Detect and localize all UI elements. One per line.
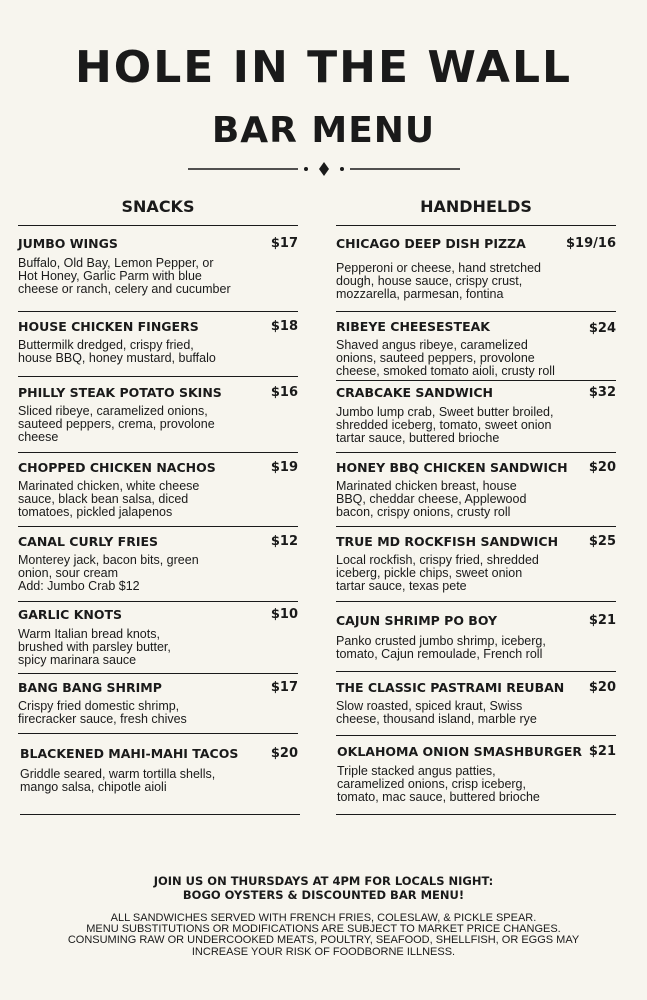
item-price: $25 bbox=[588, 534, 616, 549]
item-name: RIBEYE CHEESESTEAK bbox=[336, 319, 490, 334]
handhelds-heading: HANDHELDS bbox=[420, 197, 532, 216]
item-description: Monterey jack, bacon bits, green onion, sour cream Add: Jumbo Crab $12 bbox=[18, 553, 199, 593]
item-description: Slow roasted, spiced kraut, Swiss cheese, thousand island, marble rye bbox=[336, 699, 537, 726]
item-description: Buttermilk dredged, crispy fried, house BBQ, honey mustard, buffalo bbox=[18, 338, 216, 365]
item-price: $12 bbox=[270, 534, 298, 549]
item-price: $10 bbox=[270, 607, 298, 622]
divider bbox=[18, 225, 298, 226]
item-description: Marinated chicken, white cheese sauce, black bean salsa, diced tomatoes, pickled jalapenos bbox=[18, 479, 200, 519]
divider bbox=[336, 814, 616, 815]
item-name: BLACKENED MAHI-MAHI TACOS bbox=[20, 746, 239, 761]
item-description: Crispy fried domestic shrimp, firecracker sauce, fresh chives bbox=[18, 699, 187, 726]
item-description: Sliced ribeye, caramelized onions, sauteed peppers, crema, provolone cheese bbox=[18, 404, 215, 444]
divider bbox=[336, 452, 616, 453]
item-price: $19 bbox=[270, 460, 298, 475]
disclaimer-line: MENU SUBSTITUTIONS OR MODIFICATIONS ARE SUBJECT TO MARKET PRICE CHANGES. bbox=[86, 923, 561, 936]
item-price: $32 bbox=[588, 385, 616, 400]
item-name: JUMBO WINGS bbox=[18, 236, 118, 251]
item-description: Local rockfish, crispy fried, shredded iceberg, pickle chips, sweet onion tartar sauce, texas pete bbox=[336, 553, 539, 593]
divider bbox=[336, 225, 616, 226]
item-name: PHILLY STEAK POTATO SKINS bbox=[18, 385, 222, 400]
divider bbox=[336, 735, 616, 736]
item-name: OKLAHOMA ONION SMASHBURGER bbox=[337, 744, 582, 759]
item-price: $19/16 bbox=[566, 236, 616, 251]
divider bbox=[336, 601, 616, 602]
item-name: BANG BANG SHRIMP bbox=[18, 680, 162, 695]
disclaimer-line: CONSUMING RAW OR UNDERCOOKED MEATS, POULTRY, SEAFOOD, SHELLFISH, OR EGGS MAY bbox=[67, 934, 580, 947]
item-description: Griddle seared, warm tortilla shells, mango salsa, chipotle aioli bbox=[20, 767, 216, 794]
divider-ornament bbox=[188, 160, 460, 178]
item-description: Pepperoni or cheese, hand stretched dough, house sauce, crispy crust, mozzarella, parmesan, fontina bbox=[336, 261, 541, 301]
item-name: CANAL CURLY FRIES bbox=[18, 534, 159, 549]
divider bbox=[336, 311, 616, 312]
divider bbox=[336, 671, 616, 672]
item-price: $17 bbox=[270, 680, 298, 695]
divider bbox=[18, 733, 298, 734]
item-description: Marinated chicken breast, house BBQ, cheddar cheese, Applewood bacon, crispy onions, crusty roll bbox=[336, 479, 527, 519]
disclaimer-line: INCREASE YOUR RISK OF FOODBORNE ILLNESS. bbox=[191, 945, 456, 958]
divider bbox=[18, 601, 298, 602]
item-description: Warm Italian bread knots, brushed with parsley butter, spicy marinara sauce bbox=[18, 627, 171, 667]
item-price: $21 bbox=[588, 613, 616, 628]
item-name: THE CLASSIC PASTRAMI REUBAN bbox=[336, 680, 565, 695]
item-description: Shaved angus ribeye, caramelized onions, sauteed peppers, provolone cheese, smoked tomato aioli, crusty roll bbox=[336, 338, 555, 378]
promo-line: JOIN US ON THURSDAYS AT 4PM FOR LOCALS NIGHT: bbox=[153, 874, 494, 888]
item-price: $18 bbox=[270, 319, 298, 334]
item-name: HOUSE CHICKEN FINGERS bbox=[18, 319, 199, 334]
menu-subtitle: BAR MENU bbox=[211, 110, 436, 151]
menu-title: HOLE IN THE WALL bbox=[74, 42, 573, 93]
item-price: $20 bbox=[588, 460, 616, 475]
item-price: $16 bbox=[270, 385, 298, 400]
item-name: CAJUN SHRIMP PO BOY bbox=[336, 613, 498, 628]
item-price: $24 bbox=[588, 321, 616, 336]
snacks-heading: SNACKS bbox=[121, 197, 195, 216]
item-description: Triple stacked angus patties, caramelized onions, crisp iceberg, tomato, mac sauce, buttered brioche bbox=[337, 764, 540, 804]
item-description: Jumbo lump crab, Sweet butter broiled, shredded iceberg, tomato, sweet onion tartar sauce, buttered brioche bbox=[336, 405, 554, 445]
item-name: CHOPPED CHICKEN NACHOS bbox=[18, 460, 216, 475]
item-name: CRABCAKE SANDWICH bbox=[336, 385, 494, 400]
item-description: Buffalo, Old Bay, Lemon Pepper, or Hot Honey, Garlic Parm with blue cheese or ranch, celery and cucumber bbox=[18, 256, 231, 296]
item-price: $20 bbox=[588, 680, 616, 695]
divider bbox=[336, 526, 616, 527]
disclaimer-line: ALL SANDWICHES SERVED WITH FRENCH FRIES, COLESLAW, & PICKLE SPEAR. bbox=[110, 912, 537, 924]
item-name: CHICAGO DEEP DISH PIZZA bbox=[336, 236, 526, 251]
divider bbox=[18, 311, 298, 312]
divider bbox=[18, 452, 298, 453]
divider bbox=[18, 526, 298, 527]
divider bbox=[336, 380, 616, 381]
menu-disclaimer bbox=[0, 913, 647, 958]
item-name: GARLIC KNOTS bbox=[18, 607, 123, 622]
item-price: $17 bbox=[270, 236, 298, 251]
promo-line: BOGO OYSTERS & DISCOUNTED BAR MENU! bbox=[182, 888, 465, 902]
divider bbox=[18, 673, 298, 674]
item-price: $20 bbox=[270, 746, 298, 761]
item-price: $21 bbox=[588, 744, 616, 759]
item-name: HONEY BBQ CHICKEN SANDWICH bbox=[336, 460, 568, 475]
item-description: Panko crusted jumbo shrimp, iceberg, tomato, Cajun remoulade, French roll bbox=[336, 634, 546, 661]
divider bbox=[18, 376, 298, 377]
locals-night-promo bbox=[0, 874, 647, 902]
item-name: TRUE MD ROCKFISH SANDWICH bbox=[336, 534, 559, 549]
divider bbox=[20, 814, 300, 815]
